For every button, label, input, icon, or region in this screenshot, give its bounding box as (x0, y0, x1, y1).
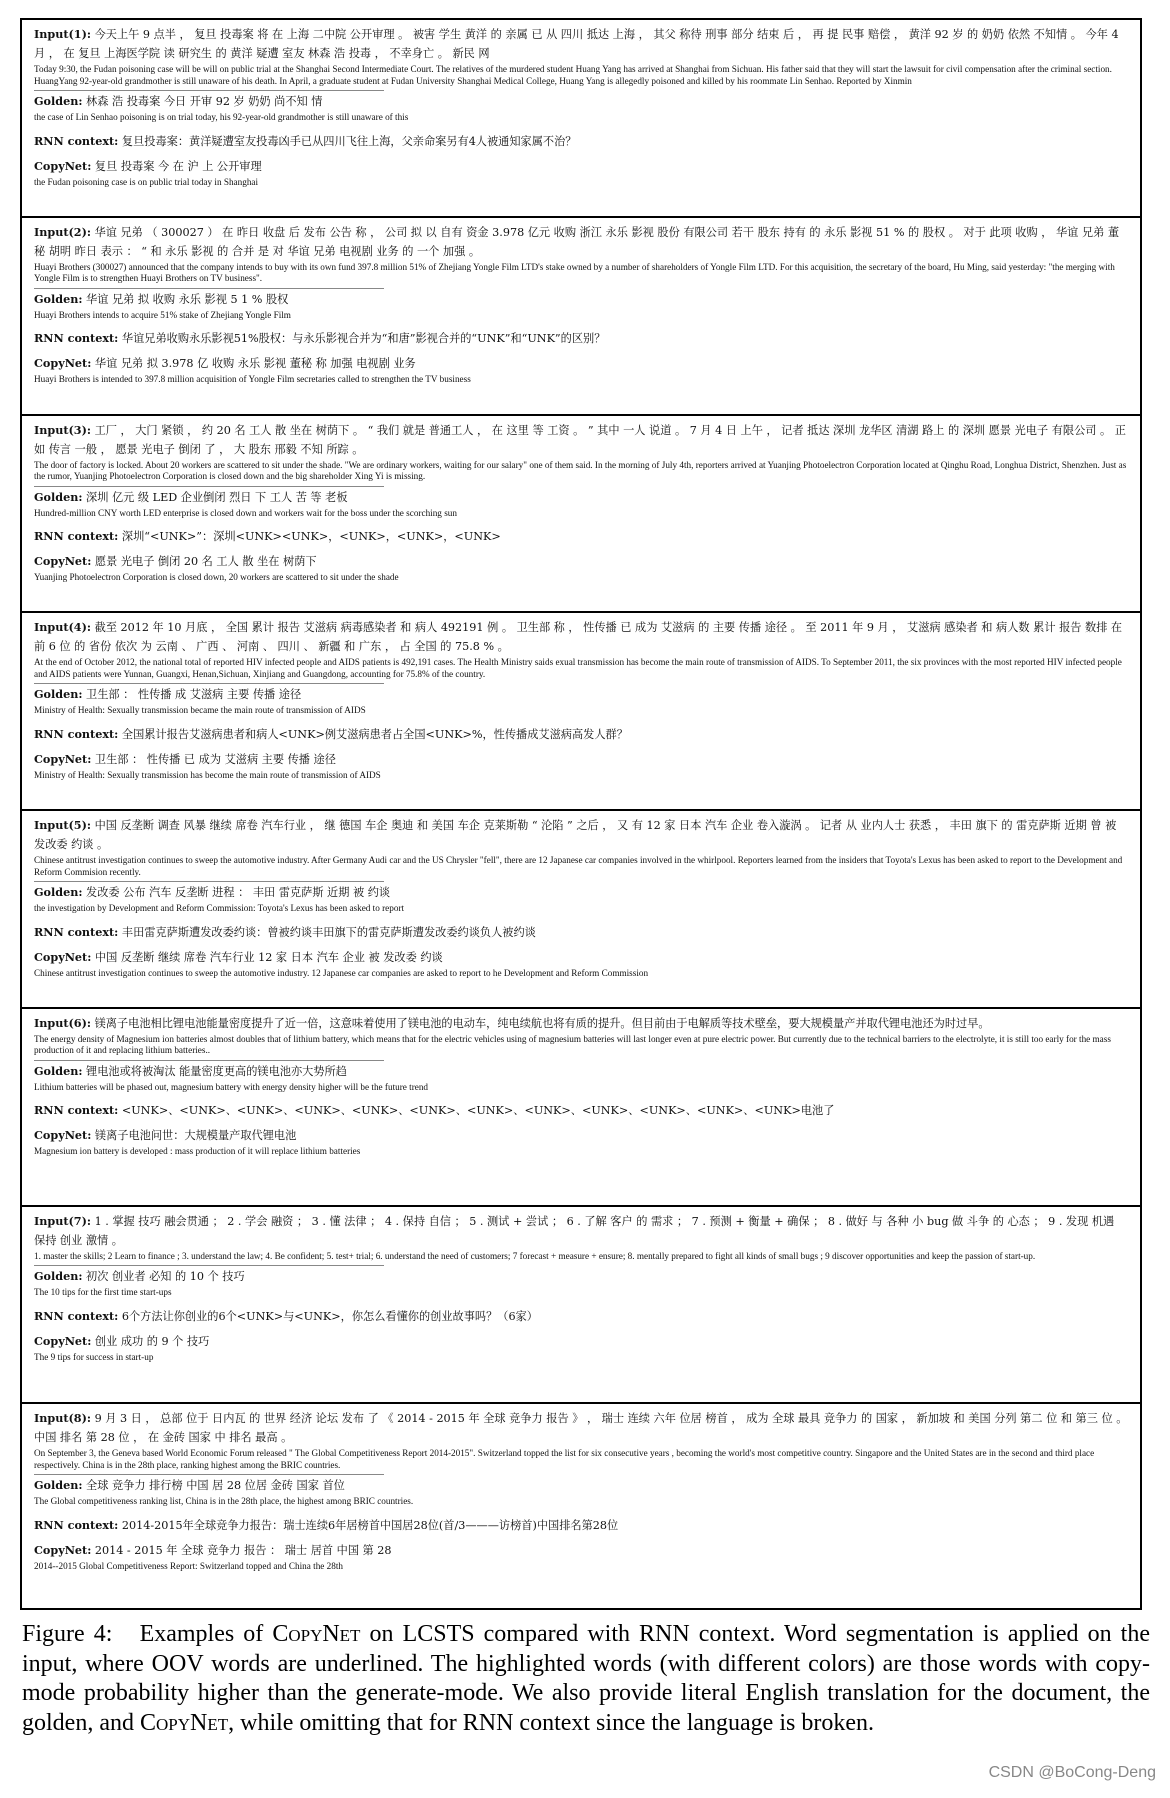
input-chinese: 华谊 兄弟 （ 300027 ） 在 昨日 收盘 后 发布 公告 称 ， 公司 拟 以 自有 资金 3.978 亿元 收购 浙江 永乐 影视 股份 有限公司 若干 股东 持有 的 永乐 影视 51 % 的 股权 。 对于 此项 收购 ， 华谊 兄弟 董秘 胡明 昨日 表示 ： “ 和 永乐 影视 的 合并 是 对 华谊 兄弟 电视剧 业务 的 一个 加强 。 (34, 225, 1120, 258)
divider (34, 486, 384, 487)
rnn-chinese: 全国累计报告艾滋病患者和病人<UNK>例艾滋病患者占全国<UNK>%，性传播成艾滋病高发人群？ (121, 727, 628, 741)
golden-chinese: 卫生部 ： 性传播 成 艾滋病 主要 传播 途径 (86, 688, 302, 702)
watermark: CSDN @BoCong-Deng (988, 1764, 1156, 1781)
copynet-chinese: 卫生部 ： 性传播 已 成为 艾滋病 主要 传播 途径 (94, 752, 336, 766)
example-2 (22, 218, 1140, 416)
input-chinese: 中国 反垄断 调查 风暴 继续 席卷 汽车行业 ， 继 德国 车企 奥迪 和 美国 车企 克莱斯勒 “ 沦陷 ” 之后 ， 又 有 12 家 日本 汽车 企业 卷入漩涡 。 记者 从 业内人士 获悉 ， 丰田 旗下 的 雷克萨斯 近期 曾 被 发改委 约谈 。 (34, 819, 1117, 851)
input-chinese: 9 月 3 日 ， 总部 位于 日内瓦 的 世界 经济 论坛 发布 了 《 2014 - 2015 年 全球 竞争力 报告 》 ， 瑞士 连续 六年 位居 榜首 ， 成为 全球 最具 竞争力 的 国家 ， 新加坡 和 美国 分列 第二 位 和 第三 位 。 中国 排名 第 28 位 ， 在 金砖 国家 中 排名 最高 。 (34, 1412, 1128, 1445)
golden-label: Golden: (34, 1478, 83, 1493)
copynet-label: CopyNet: (34, 949, 92, 964)
copynet-label: CopyNet: (34, 554, 92, 568)
example-8 (22, 1404, 1140, 1602)
golden-english: The 10 tips for the first time start-ups (34, 1287, 172, 1297)
caption-text-before: Examples of (139, 1621, 273, 1647)
rnn-label: RNN context: (34, 924, 119, 939)
figure-caption (22, 1620, 1150, 1738)
example-1 (22, 20, 1140, 218)
input-label: Input(6): (34, 1015, 91, 1030)
input-english: The energy density of Magnesium ion batteries almost doubles that of lithium battery, which means that for the electric vehicles using of magnesium batteries will last longer even at pure electric power. But currently due to the technical barriers to the electrolyte, it is still too early for the mass production of it and replacing lithium batteries.. (34, 1033, 1111, 1056)
caption-text-middle: on LCSTS compared with RNN context. Word segmentation is applied on the input, where OOV words are underlined. The highlighted words (with different colors) are those words with copy-mode probability higher than the generate-mode. We also provide literal English translation for the document, the golden, and (22, 1621, 1150, 1736)
input-english: The door of factory is locked. About 20 workers are scattered to sit under the shade. "We are ordinary workers, waiting for our salary" one of them said. In the morning of July 4th, reporters arrived at Yuanjing Photoelectron Corporation located at Qinghu Road, Longhua District, Shenzhen. Just as the rumor, Yuanjing Photoelectron Corporation is closed down and the big shareholder Xing Yi is missing. (34, 459, 1127, 481)
rnn-label: RNN context: (34, 1517, 119, 1532)
rnn-chinese: <UNK>、<UNK>、<UNK>、<UNK>、<UNK>、<UNK>、<UNK>、<UNK>、<UNK>、<UNK>、<UNK>、<UNK>电池了 (121, 1104, 835, 1118)
golden-chinese: 林森 浩 投毒案 今日 开审 92 岁 奶奶 尚不知 情 (86, 95, 323, 108)
example-3 (22, 416, 1140, 614)
rnn-label: RNN context: (34, 726, 119, 741)
rnn-label: RNN context: (34, 331, 119, 346)
golden-chinese: 发改委 公布 汽车 反垄断 进程 ： 丰田 雷克萨斯 近期 被 约谈 (86, 886, 391, 899)
golden-label: Golden: (34, 94, 83, 108)
divider (34, 288, 384, 289)
golden-english: Lithium batteries will be phased out, magnesium battery with energy density higher will be the future trend (34, 1081, 429, 1092)
copynet-label: CopyNet: (34, 1542, 92, 1557)
copynet-english: Magnesium ion battery is developed : mass production of it will replace lithium batteries (34, 1146, 361, 1157)
rnn-chinese: 丰田雷克萨斯遭发改委约谈：曾被约谈丰田旗下的雷克萨斯遭发改委约谈负人被约谈 (121, 925, 536, 939)
golden-label: Golden: (34, 687, 83, 702)
golden-english: The Global competitiveness ranking list, China is in the 28th place, the highest among BRIC countries. (34, 1496, 414, 1507)
golden-english: Huayi Brothers intends to acquire 51% stake of Zhejiang Yongle Film (34, 309, 291, 320)
copynet-english: Huayi Brothers is intended to 397.8 million acquisition of Yongle Film secretaries called to strengthen the TV business (34, 374, 471, 385)
golden-chinese: 初次 创业者 必知 的 10 个 技巧 (86, 1270, 245, 1283)
divider (34, 1060, 384, 1061)
caption-text-after: , while omitting that for RNN context since the language is broken. (228, 1709, 874, 1736)
example-6 (22, 1009, 1140, 1207)
input-chinese: 镁离子电池相比锂电池能量密度提升了近一倍，这意味着使用了镁电池的电动车，纯电续航也将有质的提升。但目前由于电解质等技术壁垒，要大规模量产并取代锂电池还为时过早。 (94, 1016, 990, 1030)
input-label: Input(8): (34, 1411, 91, 1426)
rnn-chinese: 复旦投毒案：黄洋疑遭室友投毒凶手已从四川飞往上海，父亲命案另有4人被通知家属不治？ (121, 134, 577, 148)
golden-label: Golden: (34, 1063, 83, 1078)
input-label: Input(7): (34, 1213, 91, 1228)
copynet-english: The 9 tips for success in start-up (34, 1351, 154, 1362)
input-english: Today 9:30, the Fudan poisoning case will be will on public trial at the Shanghai Second Intermediate Court. The relatives of the murdered student Huang Yang has arrived at Shanghai from Sichuan. His father said that they will start the lawsuit for civil compensation after the criminal section. HuangYang 92-year-old grandmother is still unaware of his death. In April, a graduate student at Fudan University Shanghai Medical College, Huang Yang is allegedly poisoned and killed by his roommate Lin Senhao. Reported by Xinmin (34, 64, 1112, 86)
golden-english: Hundred-million CNY worth LED enterprise is closed down and workers wait for the boss under the scorching sun (34, 507, 457, 518)
rnn-label: RNN context: (34, 133, 119, 148)
rnn-chinese: 2014-2015年全球竞争力报告：瑞士连续6年居榜首中国居28位(首/3———访榜首)中国排名第28位 (121, 1518, 619, 1532)
input-label: Input(5): (34, 818, 91, 832)
input-chinese: 工厂 ， 大门 紧锁 ， 约 20 名 工人 散 坐在 树荫下 。 “ 我们 就是 普通工人 ， 在 这里 等 工资 。 ” 其中 一人 说道 。 7 月 4 日 上午 ， 记者 抵达 深圳 龙华区 清湖 路上 的 深圳 愿景 光电子 有限公司 。 正如 传言 一般 ， 愿景 光电子 倒闭 了 ， 大 股东 邢毅 不知 所踪 。 (34, 423, 1126, 456)
copynet-label: CopyNet: (34, 751, 92, 766)
copynet-label: CopyNet: (34, 158, 92, 173)
copynet-chinese: 华谊 兄弟 拟 3.978 亿 收购 永乐 影视 董秘 称 加强 电视剧 业务 (94, 357, 416, 371)
golden-label: Golden: (34, 489, 83, 504)
copynet-english: the Fudan poisoning case is on public trial today in Shanghai (34, 176, 259, 187)
figure-label: Figure 4: (22, 1621, 113, 1647)
copynet-chinese: 镁离子电池问世：大规模量产取代锂电池 (94, 1129, 297, 1143)
golden-label: Golden: (34, 1269, 83, 1283)
copynet-label: CopyNet: (34, 1128, 92, 1143)
example-4 (22, 613, 1140, 811)
golden-english: Ministry of Health: Sexually transmission became the main route of transmission of AIDS (34, 705, 366, 716)
input-english: On September 3, the Geneva based World Economic Forum released " The Global Competitiveness Report 2014-2015". Switzerland topped the list for six consecutive years , becoming the world's most competitive country. Singapore and the United States are in the second and third place respectively. China is in the 28th place, ranking highest among the BRIC countries. (34, 1448, 1095, 1470)
copynet-english: Yuanjing Photoelectron Corporation is closed down, 20 workers are scattered to sit under the shade (34, 572, 399, 582)
input-label: Input(2): (34, 224, 91, 239)
input-chinese: 今天上午 9 点半 ， 复旦 投毒案 将 在 上海 二中院 公开审理 。 被害 学生 黄洋 的 亲属 已 从 四川 抵达 上海 ， 其父 称待 刑事 部分 结束 后 ， 再 提 民事 赔偿 ， 黄洋 92 岁 的 奶奶 依然 不知情 。 今年 4 月 ， 在 复旦 上海医学院 读 研究生 的 黄洋 疑遭 室友 林森 浩 投毒 ， 不幸身亡 。 新民 网 (34, 28, 1119, 60)
golden-chinese: 深圳 亿元 级 LED 企业倒闭 烈日 下 工人 苦 等 老板 (86, 490, 348, 504)
rnn-label: RNN context: (34, 1308, 119, 1323)
rnn-chinese: 6个方法让你创业的6个<UNK>与<UNK>，你怎么看懂你的创业故事吗？（6家） (121, 1309, 538, 1323)
copynet-chinese: 复旦 投毒案 今 在 沪 上 公开审理 (94, 159, 262, 173)
golden-label: Golden: (34, 291, 83, 306)
figure-frame (20, 18, 1142, 1610)
golden-chinese: 锂电池或将被淘汰 能量密度更高的镁电池亦大势所趋 (86, 1064, 347, 1078)
copynet-chinese: 2014 - 2015 年 全球 竞争力 报告 ： 瑞士 居首 中国 第 28 (94, 1543, 392, 1557)
golden-english: the investigation by Development and Reform Commission: Toyota's Lexus has been asked to report (34, 903, 405, 913)
rnn-label: RNN context: (34, 1103, 119, 1118)
copynet-label: CopyNet: (34, 1333, 92, 1348)
copynet-english: 2014--2015 Global Competitiveness Report: Switzerland topped and China the 28th (34, 1560, 344, 1571)
golden-english: the case of Lin Senhao poisoning is on trial today, his 92-year-old grandmother is still unaware of this (34, 112, 409, 122)
copynet-chinese: 中国 反垄断 继续 席卷 汽车行业 12 家 日本 汽车 企业 被 发改委 约谈 (94, 950, 443, 964)
example-7 (22, 1207, 1140, 1405)
rnn-chinese: 深圳“<UNK>”：深圳<UNK><UNK>，<UNK>，<UNK>，<UNK> (121, 530, 501, 543)
input-english: At the end of October 2012, the national total of reported HIV infected people and AIDS patients is 492,191 cases. The Health Ministry saids exual transmission has become the main route of transmission of AIDS. To September 2011, the six provinces with the most reported HIV infected people and AIDS patients were Yunnan, Guangxi, Henan,Sichuan, Xinjiang and Guangdong, accounting for 75.8% of the country. (34, 657, 1122, 679)
rnn-chinese: 华谊兄弟收购永乐影视51%股权：与永乐影视合并为“和唐”影视合并的“UNK”和“UNK”的区别？ (121, 332, 606, 346)
input-label: Input(1): (34, 27, 91, 41)
copynet-english: Ministry of Health: Sexually transmission has become the main route of transmission of AIDS (34, 769, 381, 780)
divider (34, 683, 384, 684)
model-name-2: CopyNet (139, 1709, 229, 1736)
example-5 (22, 811, 1140, 1009)
input-label: Input(3): (34, 422, 91, 437)
divider (34, 1265, 384, 1266)
input-chinese: 1 . 掌握 技巧 融会贯通 ； 2 . 学会 融资 ； 3 . 懂 法律 ； 4 . 保持 自信 ； 5 . 测试 + 尝试 ； 6 . 了解 客户 的 需求 ； 7 . 预测 + 衡量 + 确保 ； 8 . 做好 与 各种 小 bug 做 斗争 的 心态 ； 9 . 发现 机遇 保持 创业 激情 。 (34, 1214, 1115, 1247)
copynet-english: Chinese antitrust investigation continues to sweep the automotive industry. 12 Japanese car companies are asked to report to he Development and Reform Commission (34, 967, 649, 978)
input-english: Chinese antitrust investigation continues to sweep the automotive industry. After Germany Audi car and the US Chrysler "fell", there are 12 Japanese car companies involved in the whirlpool. Reporters learned from the insiders that Toyota's Lexus has been asked to report to the Development and Reform Commision recently. (34, 855, 1123, 877)
input-english: 1. master the skills; 2 Learn to finance ; 3. understand the law; 4. Be confident; 5. test+ trial; 6. understand the need of customers; 7 forecast + measure + ensure; 8. mentally prepared to fight all kinds of small bugs ; 9 discover opportunities and keep the passion of start-up. (34, 1250, 1036, 1261)
golden-chinese: 全球 竞争力 排行榜 中国 居 28 位居 金砖 国家 首位 (86, 1479, 345, 1493)
input-label: Input(4): (34, 620, 91, 635)
model-name: CopyNet (272, 1621, 361, 1647)
copynet-label: CopyNet: (34, 356, 92, 371)
copynet-chinese: 愿景 光电子 倒闭 20 名 工人 散 坐在 树荫下 (94, 555, 317, 568)
divider (34, 90, 384, 91)
divider (34, 1474, 384, 1475)
golden-chinese: 华谊 兄弟 拟 收购 永乐 影视 5 1 % 股权 (86, 292, 289, 306)
copynet-chinese: 创业 成功 的 9 个 技巧 (94, 1334, 210, 1348)
input-english: Huayi Brothers (300027) announced that the company intends to buy with its own fund 397.8 million 51% of Zhejiang Yongle Film LTD's stake owned by a number of shareholders of Yongle Film LTD. For this acquisition, the secretary of the board, Hu Ming, said yesterday: "the merging with Yongle Film is to strengthen Huayi Brothers on TV business". (34, 261, 1115, 284)
divider (34, 881, 384, 882)
input-chinese: 截至 2012 年 10 月底 ， 全国 累计 报告 艾滋病 病毒感染者 和 病人 492191 例 。 卫生部 称 ， 性传播 已 成为 艾滋病 的 主要 传播 途径 。 至 2011 年 9 月 ， 艾滋病 感染者 和 病人数 累计 报告 数排 在 前 6 位 的 省份 依次 为 云南 、 广西 、 河南 、 四川 、 新疆 和 广东 ， 占 全国 的 75.8 % 。 (34, 621, 1123, 654)
rnn-label: RNN context: (34, 529, 119, 543)
golden-label: Golden: (34, 885, 83, 899)
